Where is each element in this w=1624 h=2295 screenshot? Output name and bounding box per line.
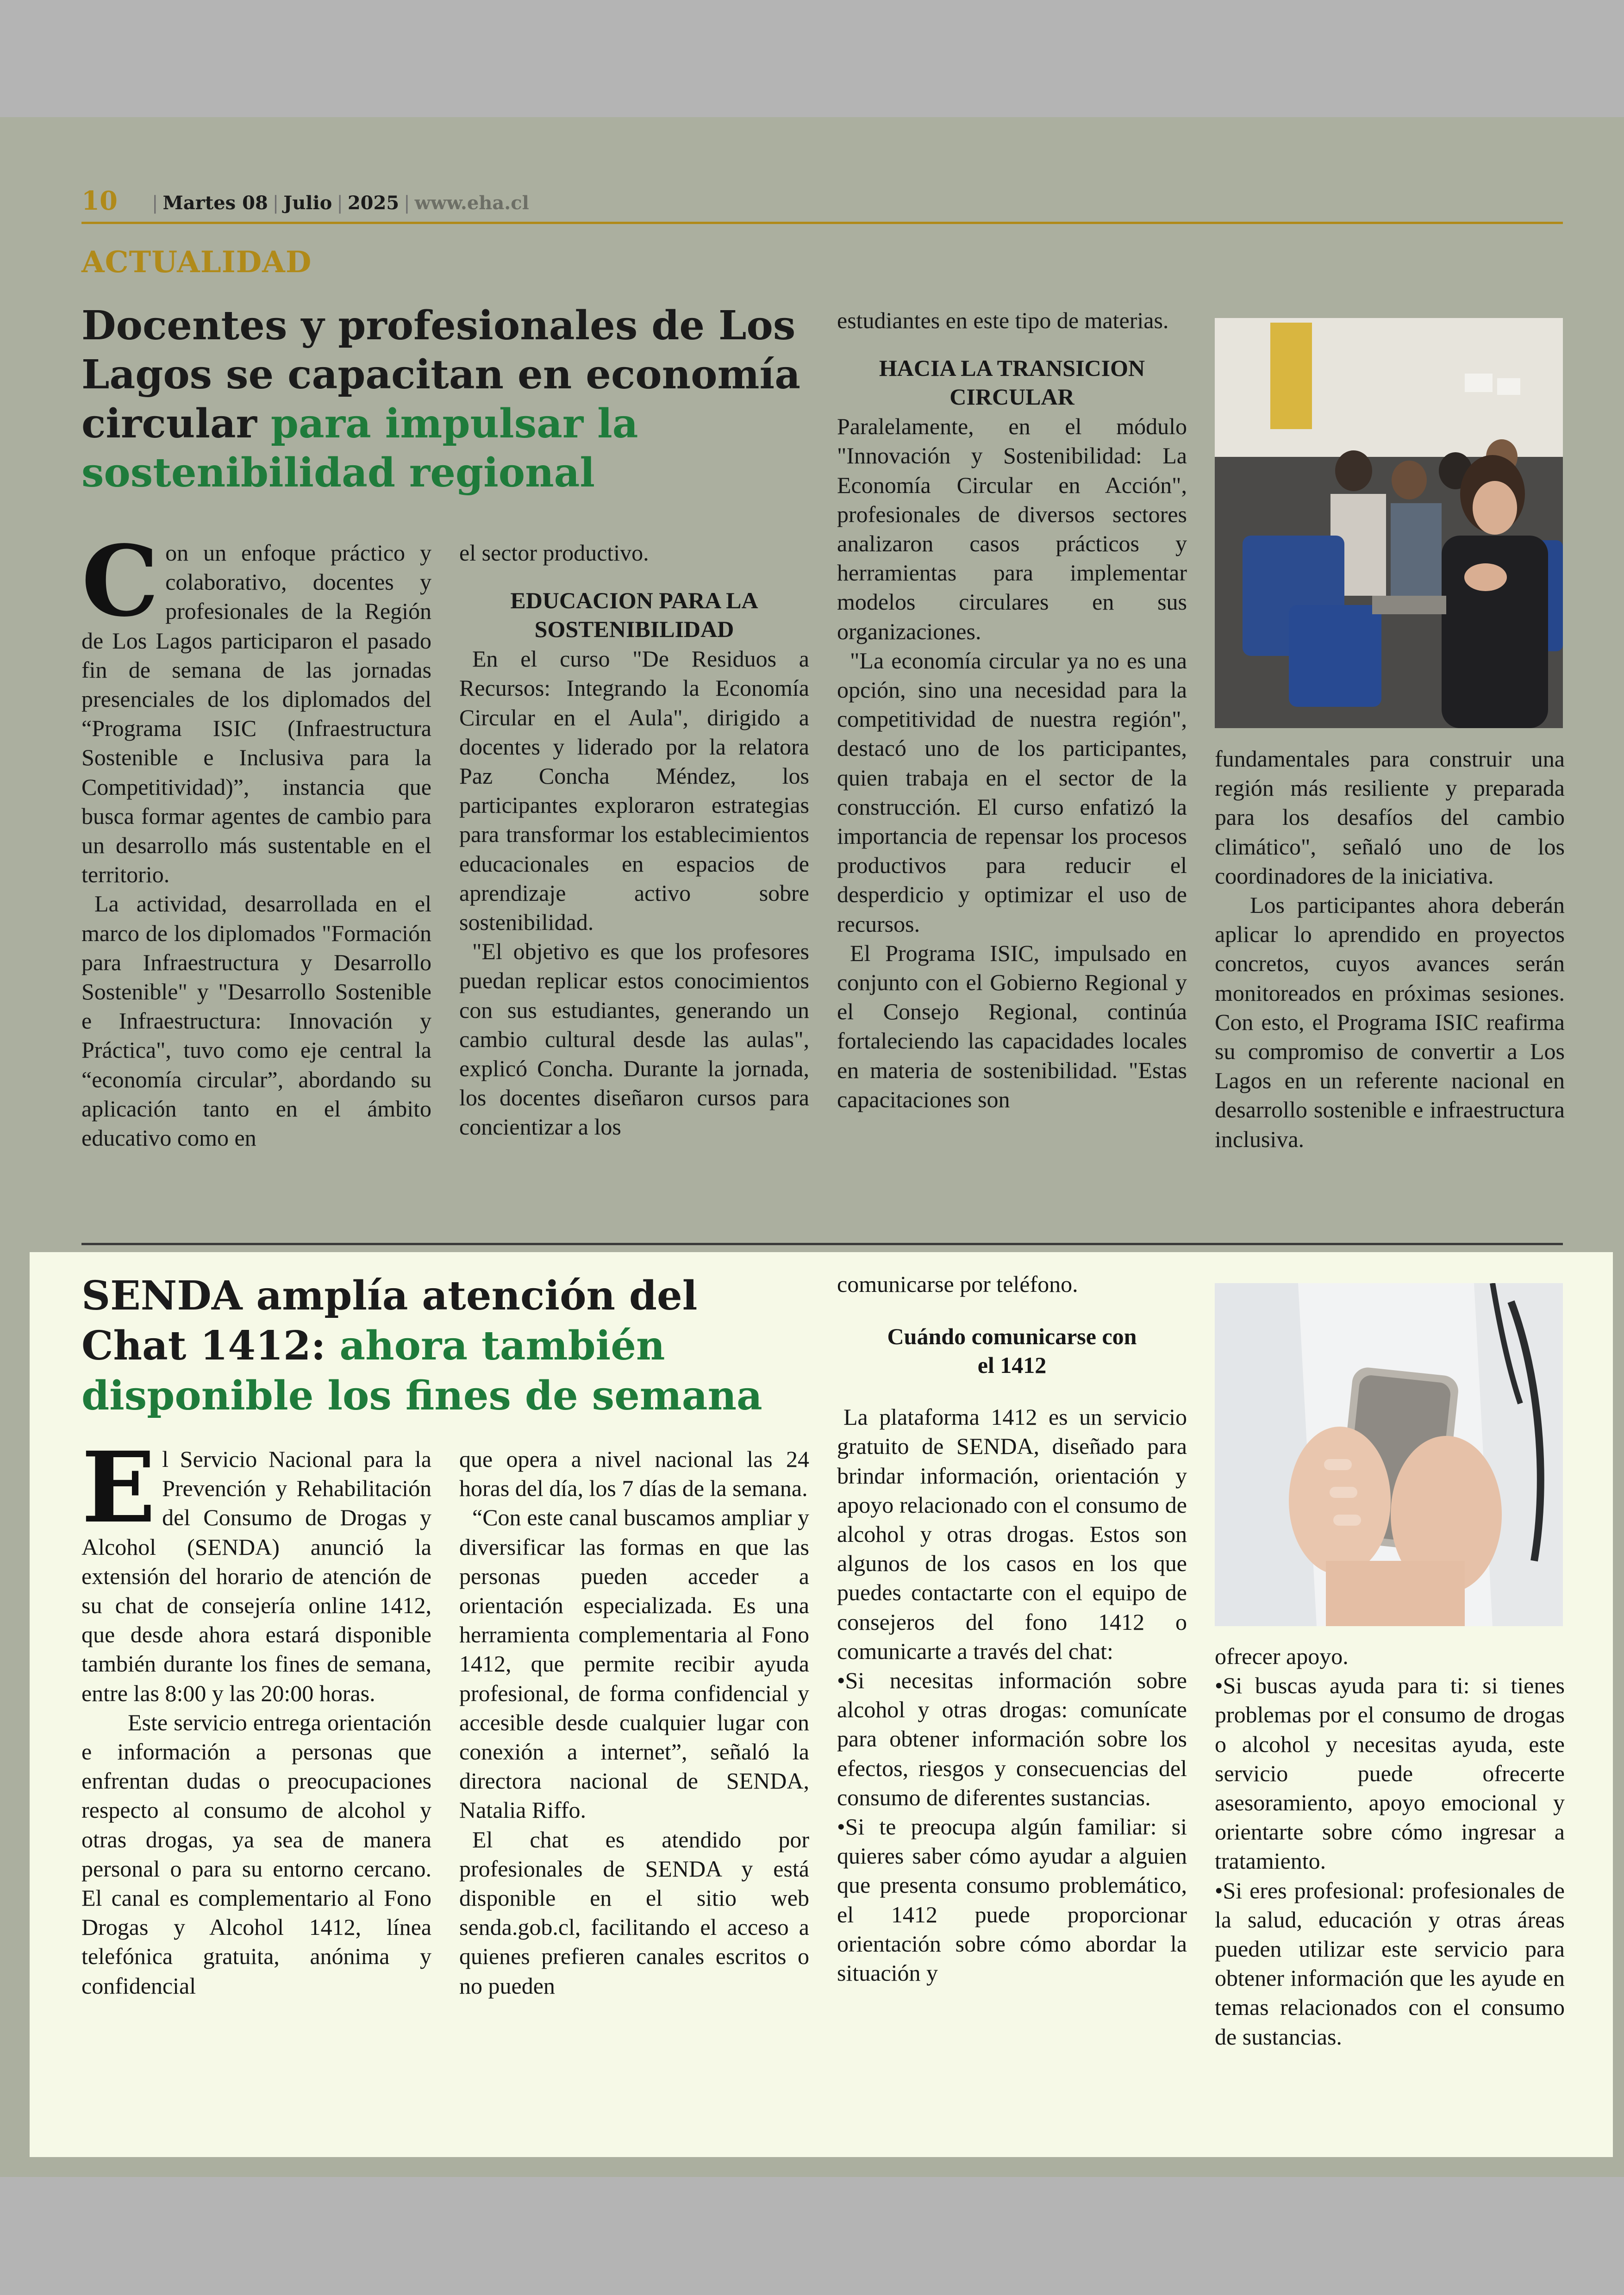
issue-month: Julio (283, 192, 332, 214)
article2-column-3 (837, 1270, 1187, 1988)
article1-subhead-transition: HACIA LA TRANSICION CIRCULAR (879, 355, 1145, 410)
article1-headline (81, 301, 804, 498)
article1-paragraph: En el curso "De Residuos a Recursos: Integrando la Economía Circular en el Aula", dirigido a docentes y liderado por la relatora Paz Concha Méndez, los participantes exploraron estrategias para transformar los establecimientos educacionales en espacios de aprendizaje activo sobre sostenibilidad. (459, 646, 809, 935)
issue-year: 2025 (347, 192, 400, 214)
article2-bullet: •Si eres profesional: profesionales de la salud, educación y otras áreas pueden utilizar este servicio para obtener información que les ayude en temas relacionados con el consumo de sustancias. (1215, 1877, 1565, 2050)
article2-bullet: •Si te preocupa algún familiar: si quieres saber cómo ayudar a alguien que presenta consumo problemático, el 1412 puede proporcionar orientación sobre cómo abordar la situación y (837, 1814, 1187, 1986)
article1-column-4 (1215, 744, 1565, 1154)
article2-headline (81, 1271, 794, 1421)
article2-column-1 (81, 1430, 431, 2001)
article1-column-3 (837, 306, 1187, 1114)
article1-paragraph: La actividad, desarrollada en el marco de los diplomados "Formación para Infraestructura y Desarrollo Sostenible" y "Desarrollo Sostenible e Infraestructura: Innovación y Práctica", tuvo como eje central la “economía circular”, abordando su aplicación tanto en el ámbito educativo como en (81, 891, 431, 1151)
article2-column-4 (1215, 1642, 1565, 2052)
article2-paragraph: que opera a nivel nacional las 24 horas del día, los 7 días de la semana. (459, 1446, 809, 1502)
article1-paragraph: fundamentales para construir una región más resiliente y preparada para los desafíos del cambio climático", señaló uno de los coordinadores de la iniciativa. (1215, 746, 1565, 889)
classroom-photo (1215, 318, 1563, 728)
article1-paragraph: El Programa ISIC, impulsado en conjunto con el Gobierno Regional y el Consejo Regional, continúa fortaleciendo las capacidades locales en materia de sostenibilidad. "Estas capacitaciones son (837, 940, 1187, 1112)
article2-headline-dark: SENDA amplía atención del Chat 1412: (81, 1272, 698, 1369)
page-number: 10 (81, 186, 118, 216)
article1-paragraph: el sector productivo. (459, 540, 649, 566)
article1-subhead-education: EDUCACION PARA LA SOSTENIBILIDAD (510, 587, 758, 642)
article2-subhead: Cuándo comunicarse con el 1412 (887, 1323, 1137, 1378)
article2-paragraph: El chat es atendido por profesionales de SENDA y está disponible en el sitio web senda.gob.cl, facilitando el acceso a quienes prefieren canales escritos o no pueden (459, 1826, 809, 1999)
article1-paragraph: "La economía circular ya no es una opción, sino una necesidad para la competitividad de nuestra región", destacó uno de los participantes, quien trabaja en el sector de la construcción. El curso enfatizó la importancia de repensar los procesos productivos para reducir el desperdicio y optimizar el uso de recursos. (837, 647, 1187, 937)
article1-paragraph: on un enfoque práctico y colaborativo, docentes y profesionales de la Región de Los Lagos participaron el pasado fin de semana de las jornadas presenciales de los diplomados del “Programa ISIC (Infraestructura Sostenible e Inclusiva para la Competitividad)”, instancia que busca formar agentes de cambio para un desarrollo más sustentable en el territorio. (81, 540, 431, 888)
article1-headline-dark: Docentes y profesionales de Los Lagos se capacitan en economía circular (81, 302, 800, 447)
article2-bullet: •Si buscas ayuda para ti: si tienes problemas por el consumo de drogas o alcohol y necesitas ayuda, este servicio puede ofrecerte asesoramiento, apoyo emocional y orientarte sobre cómo ingresar a tratamiento. (1215, 1672, 1565, 1874)
issue-date-bar: | Martes 08 | Julio | 2025 | www.eha.cl (152, 192, 529, 214)
article2-column-2 (459, 1445, 809, 2001)
section-label: ACTUALIDAD (81, 245, 312, 280)
article2-paragraph: comunicarse por teléfono. (837, 1271, 1078, 1297)
article1-column-1 (81, 524, 431, 1153)
article2-paragraph: Este servicio entrega orientación e información a personas que enfrentan dudas o preocupaciones respecto al consumo de alcohol y otras drogas, ya sea de manera personal o para su entorno cercano. El canal es complementario al Fono Drogas y Alcohol 1412, línea telefónica gratuita, anónima y confidencial (81, 1709, 431, 1999)
article1-paragraph: "El objetivo es que los profesores puedan replicar estos conocimientos con sus estudiantes, generando un cambio cultural desde las aulas", explicó Concha. Durante la jornada, los docentes diseñaron cursos para concientizar a los (459, 938, 809, 1140)
article1-paragraph: Paralelamente, en el módulo "Innovación y Sostenibilidad: La Economía Circular en Acción", profesionales de diversos sectores analizaron casos prácticos y herramientas para implementar modelos circulares en sus organizaciones. (837, 413, 1187, 644)
article1-dropcap: C (81, 524, 159, 638)
article1-paragraph: Los participantes ahora deberán aplicar lo aprendido en proyectos concretos, cuyos avances serán monitoreados en próximas sesiones. Con esto, el Programa ISIC reafirma su compromiso de convertir a Los Lagos en un referente nacional en desarrollo sostenible e infraestructura inclusiva. (1215, 892, 1565, 1152)
article2-paragraph: ofrecer apoyo. (1215, 1643, 1349, 1669)
newspaper-page (0, 117, 1624, 2177)
article2-dropcap: E (81, 1430, 156, 1545)
article2-headline-green: ahora también disponible los fines de semana (81, 1322, 762, 1419)
article1-column-2 (459, 538, 809, 1142)
article2-paragraph: “Con este canal buscamos ampliar y diversificar las formas en que las personas pueden acceder a orientación especializada. Es una herramienta complementaria al Fono 1412, que permite recibir ayuda profesional, de forma confidencial y accesible desde cualquier lugar con conexión a internet”, señaló la directora nacional de SENDA, Natalia Riffo. (459, 1504, 809, 1823)
article-divider (81, 1243, 1563, 1245)
article1-paragraph: estudiantes en este tipo de materias. (837, 307, 1169, 333)
article2-bullet: •Si necesitas información sobre alcohol y otras drogas: comunícate para obtener información sobre los efectos, riesgos y consecuencias del consumo de diferentes sustancias. (837, 1667, 1187, 1810)
website-link[interactable]: www.eha.cl (414, 192, 529, 214)
article1-headline-green: para impulsar la sostenibilidad regional (81, 400, 638, 496)
article2-paragraph: La plataforma 1412 es un servicio gratuito de SENDA, diseñado para brindar información, orientación y apoyo relacionado con el consumo de alcohol y otras drogas. Estos son algunos de los casos en los que puedes contactarte con el equipo de consejeros del fono 1412 o comunicarte a través del chat: (837, 1404, 1187, 1664)
issue-day: Martes 08 (162, 192, 268, 214)
article2-paragraph: l Servicio Nacional para la Prevención y Rehabilitación del Consumo de Drogas y Alcohol (SENDA) anunció la extensión del horario de atención de su chat de consejería online 1412, que desde ahora estará disponible también durante los fines de semana, entre las 8:00 y las 20:00 horas. (81, 1446, 431, 1706)
header-rule (81, 222, 1563, 224)
phone-photo (1215, 1283, 1563, 1626)
